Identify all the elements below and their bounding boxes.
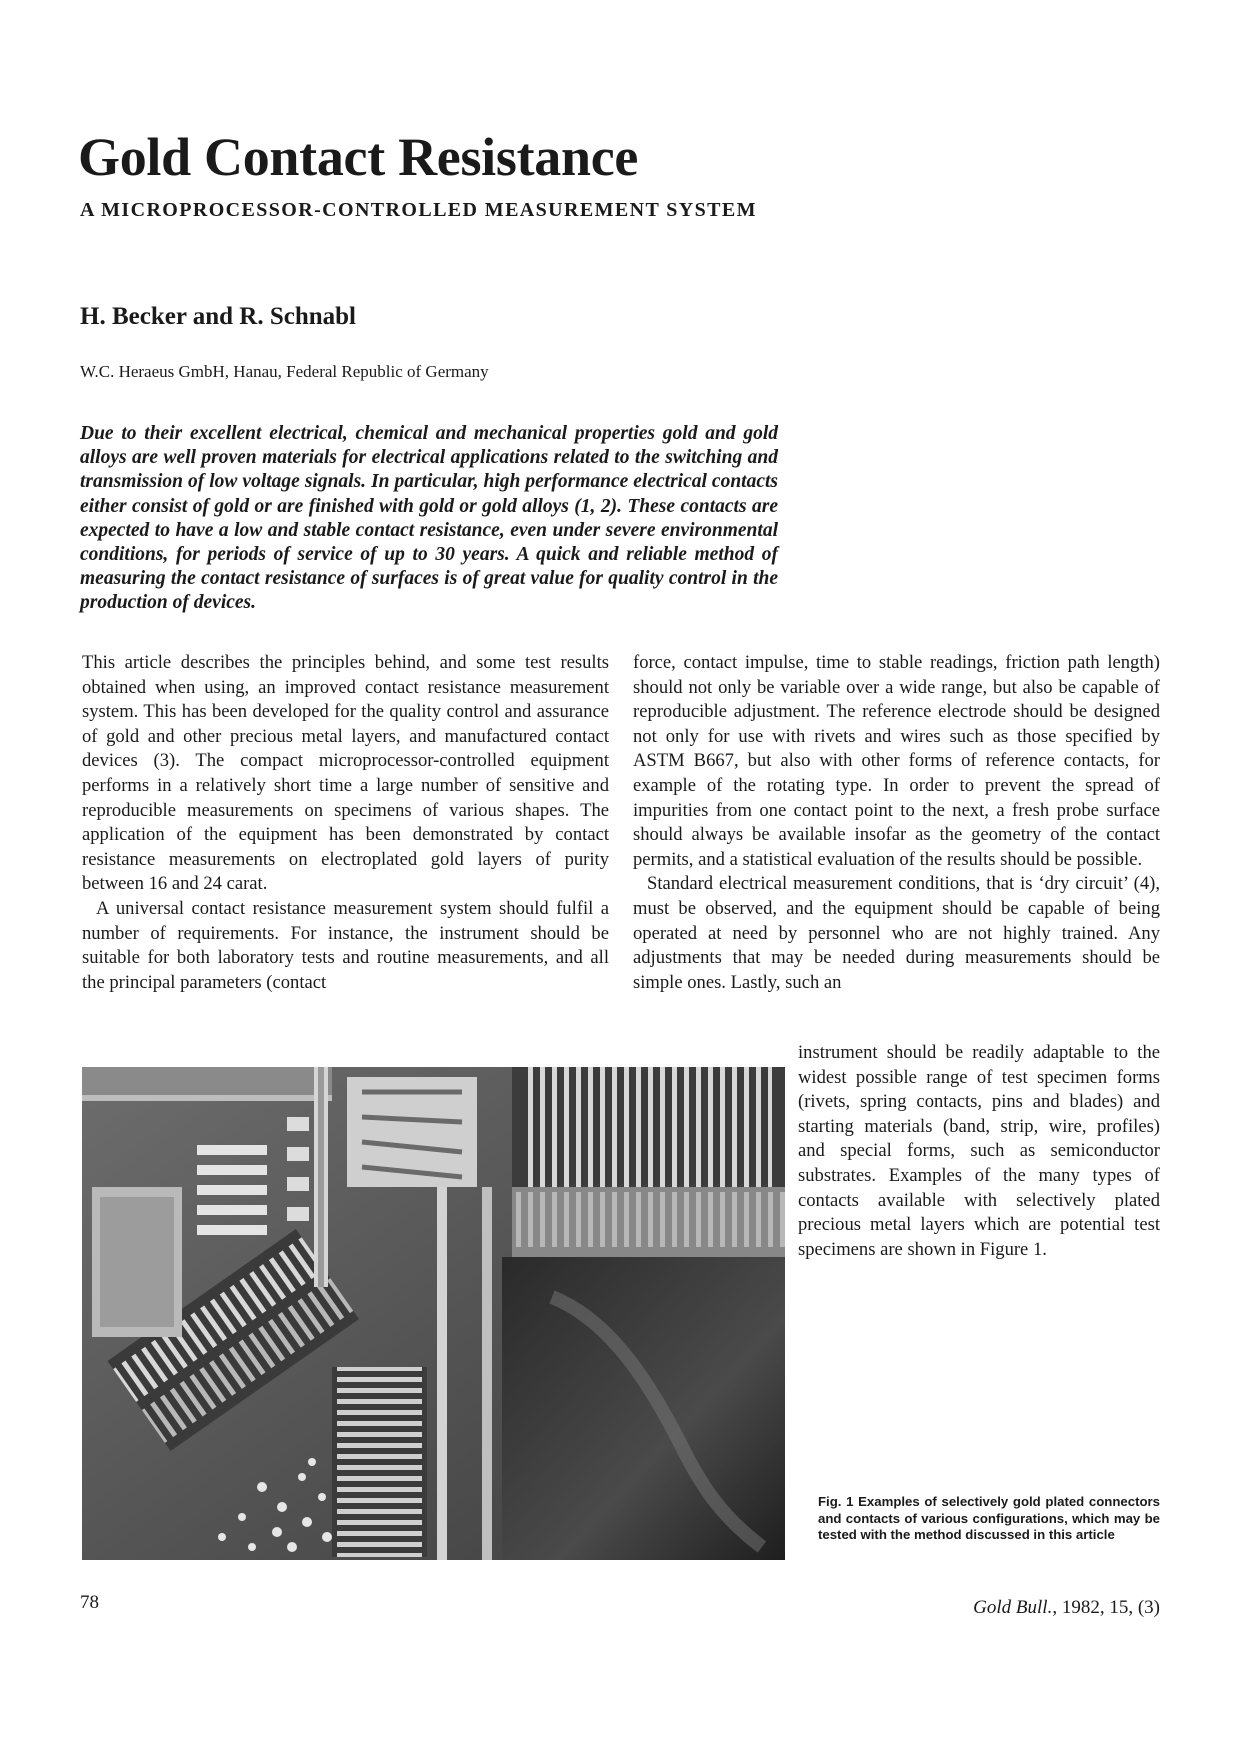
- journal-year-volume: , 1982, 15, (3): [1052, 1597, 1160, 1618]
- page-number: 78: [80, 1592, 99, 1613]
- body-paragraph: instrument should be readily adaptable to the widest possible range of test specimen forms (rivets, spring contacts, pins and blades) and starting materials (band, strip, wire, profiles) and special forms, such as semiconductor substrates. Examples of the many types of contacts available with selectively plated precious metal layers which are potential test specimens are shown in Figure 1.: [798, 1042, 1160, 1260]
- journal-name: Gold Bull.: [973, 1597, 1053, 1618]
- affiliation-line: W.C. Heraeus GmbH, Hanau, Federal Republic of Germany: [80, 362, 489, 381]
- body-paragraph: This article describes the principles behind, and some test results obtained when using, an improved contact resistance measurement system. This has been developed for the quality control and assurance of gold and other precious metal layers, and manufactured contact devices (3). The compact microprocessor-controlled equipment performs in a relatively short time a large number of sensitive and reproducible measurements on specimens of various shapes. The application of the equipment has been demonstrated by contact resistance measurements on electroplated gold layers of purity between 16 and 24 carat.: [82, 652, 609, 895]
- journal-citation: [973, 1597, 1160, 1619]
- figure-caption: Fig. 1 Examples of selectively gold plated connectors and contacts of various configurations, which may be tested with the method discussed in this article: [818, 1494, 1160, 1543]
- article-title: Gold Contact Resistance: [78, 127, 639, 187]
- body-paragraph: force, contact impulse, time to stable readings, friction path length) should not only be variable over a wide range, but also be capable of reproducible adjustment. The reference electrode should be designed not only for use with rivets and wires such as those specified by ASTM B667, but also with other forms of reference contacts, for example of the rotating type. In order to prevent the spread of impurities from one contact point to the next, a fresh probe surface should always be available insofar as the geometry of the contact permits, and a statistical evaluation of the results should be possible.: [633, 652, 1160, 870]
- article-subtitle: A MICROPROCESSOR-CONTROLLED MEASUREMENT SYSTEM: [80, 199, 757, 221]
- abstract: Due to their excellent electrical, chemical and mechanical properties gold and gold alloys are well proven materials for electrical applications related to the switching and transmission of low voltage signals. In particular, high performance electrical contacts either consist of gold or are finished with gold or gold alloys (1, 2). These contacts are expected to have a low and stable contact resistance, even under severe environmental conditions, for periods of service of up to 30 years. A quick and reliable method of measuring the contact resistance of surfaces is of great value for quality control in the production of devices.: [80, 423, 778, 614]
- body-column-right-top: [633, 651, 1160, 995]
- body-paragraph: A universal contact resistance measurement system should fulfil a number of requirements. For instance, the instrument should be suitable for both laboratory tests and routine measurements, and all the principal parameters (contact: [82, 897, 609, 993]
- figure-1-photo: [82, 1067, 785, 1560]
- body-column-right-bottom: [798, 1041, 1160, 1262]
- body-paragraph: Standard electrical measurement conditions, that is ‘dry circuit’ (4), must be observed, and the equipment should be capable of being operated at need by personnel who are not highly trained. Any adjustments that may be needed during measurements should be simple ones. Lastly, such an: [633, 873, 1160, 993]
- body-column-left: [82, 651, 609, 995]
- author-line: H. Becker and R. Schnabl: [80, 303, 356, 330]
